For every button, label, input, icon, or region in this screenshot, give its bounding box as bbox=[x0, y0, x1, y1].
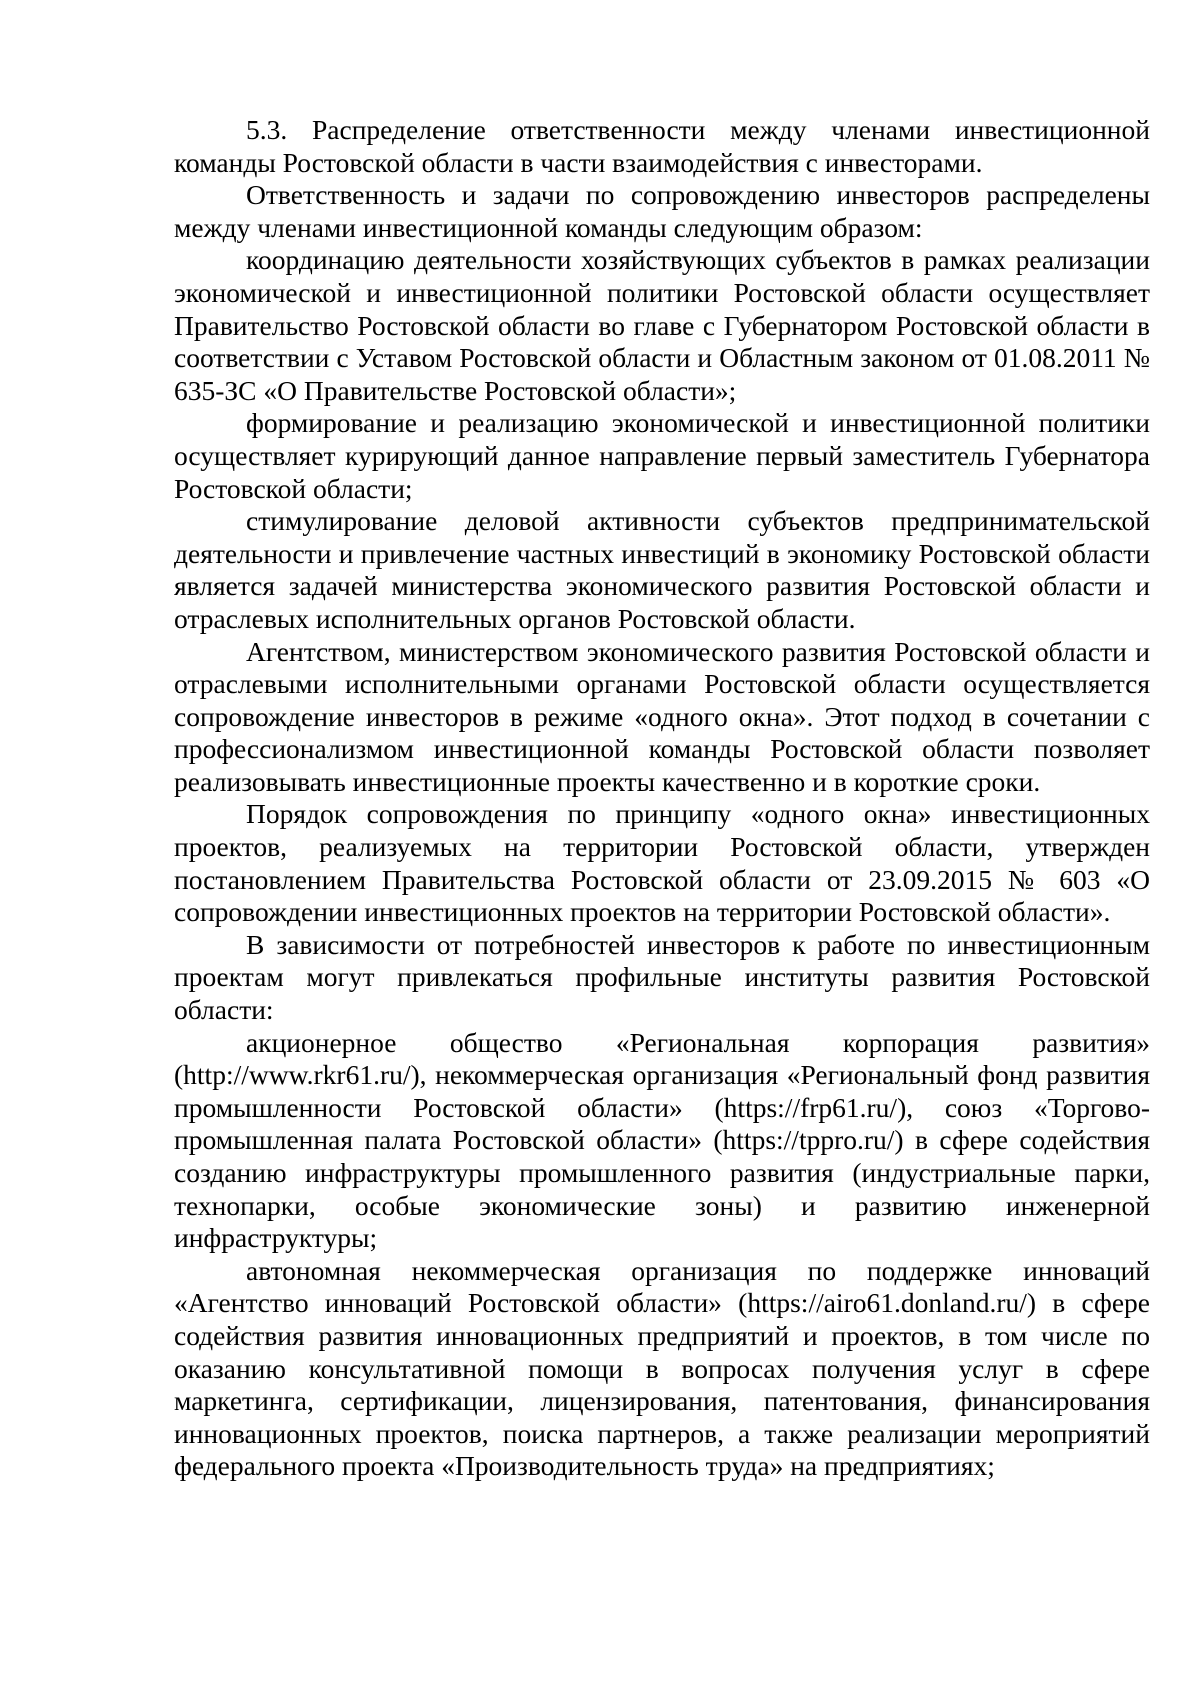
paragraph-procedure: Порядок сопровождения по принципу «одного окна» инвестиционных проектов, реализуемых на территории Ростовской области, утвержден постановлением Правительства Ростовской области от 23.09.2015 № 603 «О сопровождении инвестиционных проектов на территории Ростовской области». bbox=[174, 798, 1150, 928]
paragraph-responsibility-intro: Ответственность и задачи по сопровождению инвесторов распределены между членами инвестиционной команды следующим образом: bbox=[174, 179, 1150, 243]
paragraph-section-5-3-heading: 5.3. Распределение ответственности между членами инвестиционной команды Ростовской области в части взаимодействия с инвесторами. bbox=[174, 114, 1150, 178]
paragraph-coordination: координацию деятельности хозяйствующих субъектов в рамках реализации экономической и инвестиционной политики Ростовской области осуществляет Правительство Ростовской области во главе с Губернатором Ростовской области в соответствии с Уставом Ростовской области и Областным законом от 01.08.2011 № 635-ЗС «О Правительстве Ростовской области»; bbox=[174, 244, 1150, 406]
paragraph-development-institutes: В зависимости от потребностей инвесторов к работе по инвестиционным проектам могут привлекаться профильные институты развития Ростовской области: bbox=[174, 928, 1150, 1026]
paragraph-business-stimulation: стимулирование деловой активности субъектов предпринимательской деятельности и привлечение частных инвестиций в экономику Ростовской области является задачей министерства экономического развития Ростовской области и отраслевых исполнительных органов Ростовской области. bbox=[174, 505, 1150, 634]
paragraph-innovation-agency: автономная некоммерческая организация по поддержке инноваций «Агентство инноваций Ростовской области» (https://airo61.donland.ru/) в сфере содействия развития инновационных предприятий и проектов, в том числе по оказанию консультативной помощи в вопросах получения услуг в сфере маркетинга, сертификации, лицензирования, патентования, финансирования инновационных проектов, поиска партнеров, а также реализации мероприятий федерального проекта «Производительность труда» на предприятиях; bbox=[174, 1254, 1150, 1482]
paragraph-policy-formation: формирование и реализацию экономической и инвестиционной политики осуществляет курирующий данное направление первый заместитель Губернатора Ростовской области; bbox=[174, 407, 1150, 504]
document-page bbox=[174, 114, 1150, 1483]
paragraph-one-window: Агентством, министерством экономического развития Ростовской области и отраслевыми исполнительными органами Ростовской области осуществляется сопровождение инвесторов в режиме «одного окна». Этот подход в сочетании с профессионализмом инвестиционной команды Ростовской области позволяет реализовывать инвестиционные проекты качественно и в короткие сроки. bbox=[174, 635, 1150, 797]
paragraph-regional-corporation: акционерное общество «Региональная корпорация развития» (http://www.rkr61.ru/), некоммерческая организация «Региональный фонд развития промышленности Ростовской области» (https://frp61.ru/), союз «Торгово-промышленная палата Ростовской области» (https://tppro.ru/) в сфере содействия созданию инфраструктуры промышленного развития (индустриальные парки, технопарки, особые экономические зоны) и развитию инженерной инфраструктуры; bbox=[174, 1026, 1150, 1254]
